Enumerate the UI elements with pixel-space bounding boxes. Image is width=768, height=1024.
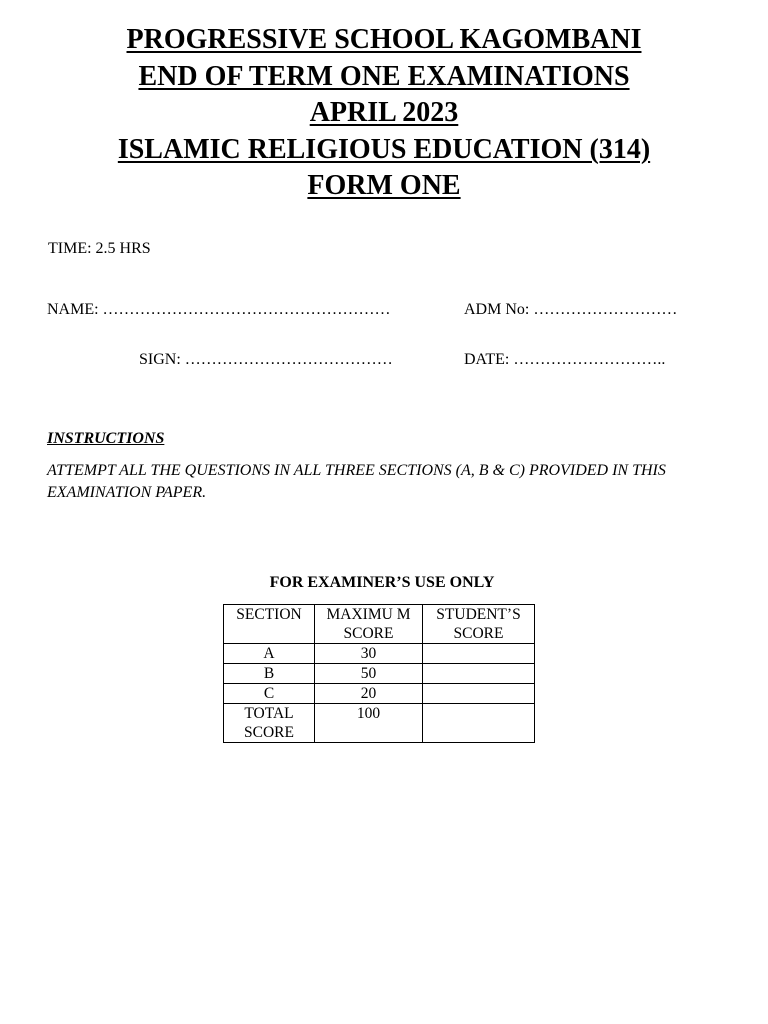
max-score-cell: 30 — [315, 644, 423, 664]
examiner-score-table — [223, 604, 535, 743]
column-header-max-score: MAXIMU M SCORE — [315, 605, 423, 644]
max-score-cell: 50 — [315, 664, 423, 684]
school-name: PROGRESSIVE SCHOOL KAGOMBANI — [126, 24, 642, 55]
max-score-cell: 20 — [315, 684, 423, 704]
exam-header — [0, 22, 768, 205]
table-row — [224, 644, 535, 664]
adm-number-field[interactable]: ADM No: ……………………… — [464, 301, 678, 318]
instructions-heading: INSTRUCTIONS — [47, 430, 165, 447]
name-field[interactable]: NAME: ……………………………………………… — [47, 301, 391, 318]
student-score-cell[interactable] — [423, 644, 535, 664]
section-cell: B — [224, 664, 315, 684]
max-score-cell: 100 — [315, 704, 423, 743]
column-header-section: SECTION — [224, 605, 315, 644]
table-row — [224, 664, 535, 684]
section-cell: A — [224, 644, 315, 664]
date-field[interactable]: DATE: ……………………….. — [464, 351, 666, 368]
exam-title: END OF TERM ONE EXAMINATIONS — [138, 60, 630, 92]
table-row-total — [224, 704, 535, 743]
instructions-text: ATTEMPT ALL THE QUESTIONS IN ALL THREE SECTIONS (A, B & C) PROVIDED IN THIS EXAMINATION PAPER. — [47, 462, 666, 501]
section-cell: TOTAL SCORE — [224, 704, 315, 743]
student-score-cell[interactable] — [423, 704, 535, 743]
section-cell: C — [224, 684, 315, 704]
time-allowed: TIME: 2.5 HRS — [48, 240, 151, 257]
student-score-cell[interactable] — [423, 664, 535, 684]
exam-date: APRIL 2023 — [309, 97, 459, 128]
form-level: FORM ONE — [307, 170, 461, 201]
sign-field[interactable]: SIGN: ………………………………… — [139, 351, 393, 368]
subject-title: ISLAMIC RELIGIOUS EDUCATION (314) — [117, 133, 651, 165]
table-row — [224, 684, 535, 704]
examiner-use-heading: FOR EXAMINER’S USE ONLY — [269, 574, 495, 591]
table-header-row — [224, 605, 535, 644]
student-score-cell[interactable] — [423, 684, 535, 704]
column-header-student-score: STUDENT’S SCORE — [423, 605, 535, 644]
